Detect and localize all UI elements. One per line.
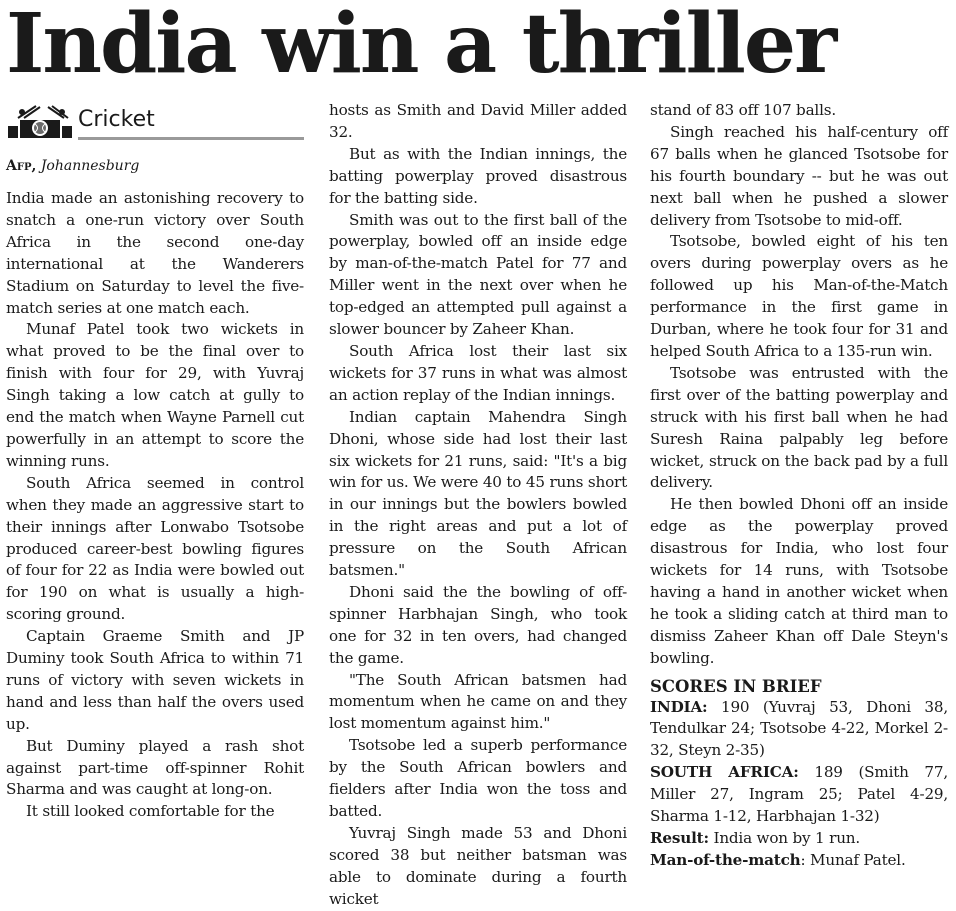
score-motm-text: : Munaf Patel.	[800, 850, 906, 869]
score-result-text: India won by 1 run.	[713, 829, 860, 847]
scores-title: SCORES IN BRIEF	[650, 676, 822, 696]
column-3	[650, 100, 948, 869]
score-india	[650, 697, 948, 763]
paragraph: stand of 83 off 107 balls.	[650, 101, 836, 119]
paragraph: "The South African batsmen had momentum when he came on and they lost momentum against him."	[329, 670, 627, 733]
paragraph: India made an astonishing recovery to snatch a one-run victory over South Africa in the second one-day international at the Wanderers Stadium on Saturday to level the five-match series at one match each.	[6, 189, 304, 317]
paragraph: Captain Graeme Smith and JP Duminy took South Africa to within 71 runs of victory with seven wickets in hand and less than half the overs used up.	[6, 627, 304, 733]
cricket-bat-ball-icon	[6, 104, 76, 138]
paragraph: Singh reached his half-century off 67 balls when he glanced Tsotsobe for his fourth boundary -- but he was out next ball when he pushed a slower delivery from Tsotsobe to mid-off.	[650, 122, 948, 229]
score-india-label: INDIA:	[650, 697, 708, 716]
score-motm-label: Man-of-the-match	[650, 850, 801, 869]
paragraph: Tsotsobe was entrusted with the first over of the batting powerplay and struck with his first ball when he had Suresh Raina palpably leg before wicket, struck on the back pad by a full delivery.	[650, 363, 948, 492]
score-sa-label: SOUTH AFRICA:	[650, 763, 799, 782]
paragraph: Dhoni said the the bowling of off-spinner Harbhajan Singh, who took one for 32 in ten overs, had changed the game.	[329, 582, 627, 667]
headline: India win a thriller	[6, 0, 836, 92]
paragraph: Yuvraj Singh made 53 and Dhoni scored 38 but neither batsman was able to dominate during a fourth wicket	[329, 823, 627, 908]
paragraph: Munaf Patel took two wickets in what proved to be the final over to finish with four for 29, with Yuvraj Singh taking a low catch at gully to end the match when Wayne Parnell cut powerfully in an attempt to score the winning runs.	[6, 320, 304, 470]
section-header	[6, 102, 304, 142]
paragraph: South Africa lost their last six wickets for 37 runs in what was almost an action replay of the Indian innings.	[329, 341, 627, 404]
score-result	[650, 828, 948, 850]
paragraph: hosts as Smith and David Miller added 32.	[329, 101, 627, 141]
byline-place: Johannesburg	[40, 158, 140, 174]
score-motm	[650, 850, 948, 872]
paragraph: Smith was out to the first ball of the powerplay, bowled off an inside edge by man-of-the-match Patel for 77 and Miller went in the next over when he top-edged an attempted pull against a slower bouncer by Zaheer Khan.	[329, 210, 627, 339]
paragraph: But Duminy played a rash shot against part-time off-spinner Rohit Sharma and was caught at long-on.	[6, 736, 304, 799]
score-india-text: 190 (Yuvraj 53, Dhoni 38, Tendulkar 24; Tsotsobe 4-22, Morkel 2-32, Steyn 2-35)	[650, 697, 948, 760]
byline	[6, 156, 304, 176]
score-sa-text: 189 (Smith 77, Miller 27, Ingram 25; Patel 4-29, Sharma 1-12, Harbhajan 1-32)	[650, 763, 948, 826]
paragraph: He then bowled Dhoni off an inside edge as the powerplay proved disastrous for India, who lost four wickets for 14 runs, with Tsotsobe having a hand in another wicket when he took a sliding catch at third man to dismiss Zaheer Khan off Dale Steyn's bowling.	[650, 495, 948, 667]
byline-agency: Afp,	[6, 158, 37, 174]
score-result-label: Result:	[650, 829, 709, 847]
paragraph: It still looked comfortable for the	[26, 802, 275, 821]
paragraph: Tsotsobe, bowled eight of his ten overs during powerplay overs as he followed up his Man-of-the-Match performance in the first game in Durban, where he took four for 31 and helped South Africa to a 135-run win.	[650, 232, 948, 360]
paragraph: But as with the Indian innings, the batting powerplay proved disastrous for the batting side.	[329, 144, 627, 207]
column-1	[6, 100, 304, 826]
column-2	[329, 100, 627, 908]
section-label: Cricket	[78, 107, 155, 132]
section-rule	[78, 137, 304, 140]
paragraph: Indian captain Mahendra Singh Dhoni, whose side had lost their last six wickets for 21 runs, said: "It's a big win for us. We were 40 to 45 runs short in our innings but the bowlers bowled in the right areas and put a lot of pressure on the South African batsmen."	[329, 407, 627, 580]
paragraph: Tsotsobe led a superb performance by the South African bowlers and fielders after India won the toss and batted.	[329, 736, 627, 820]
score-south-africa	[650, 762, 948, 828]
paragraph: South Africa seemed in control when they made an aggressive start to their innings after Lonwabo Tsotsobe produced career-best bowling figures of four for 22 as India were bowled out for 190 on what is usually a high-scoring ground.	[6, 473, 304, 624]
